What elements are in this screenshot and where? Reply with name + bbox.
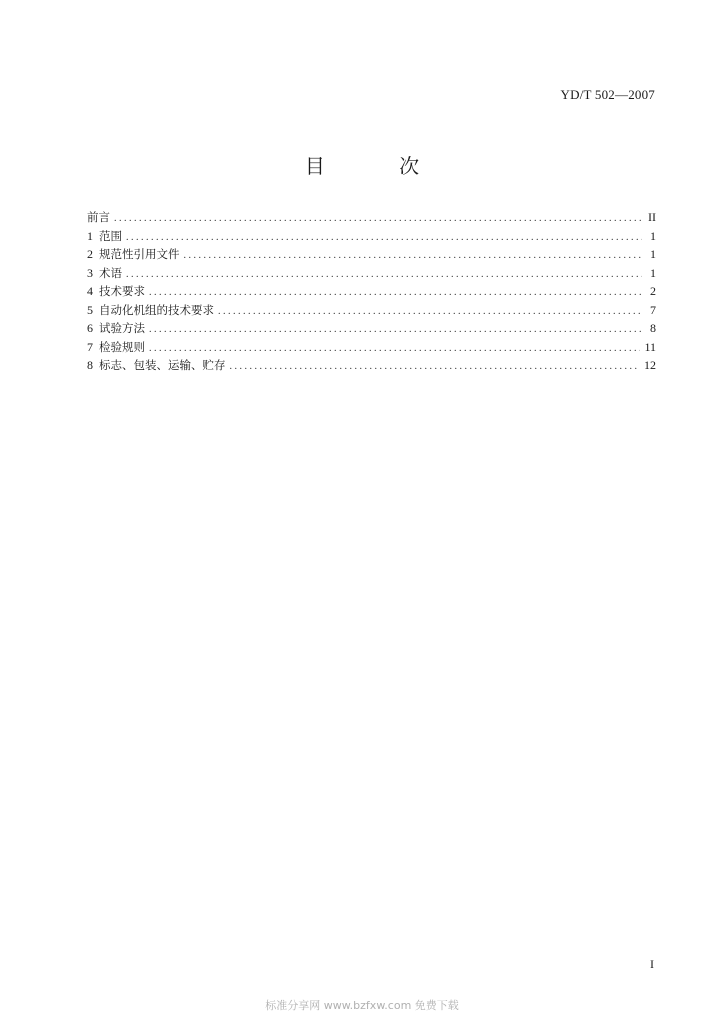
toc-entry-number: 8 xyxy=(87,358,93,372)
toc-entry-1[interactable] xyxy=(87,227,656,246)
watermark: 标准分享网 www.bzfxw.com 免费下载 xyxy=(265,999,459,1012)
toc-entry-label: 检验规则 xyxy=(99,339,145,354)
toc-entry-3[interactable] xyxy=(87,264,656,283)
toc-entry-page: 12 xyxy=(644,358,656,372)
toc-entry-page: 2 xyxy=(650,284,656,298)
toc-entry-7[interactable] xyxy=(87,338,656,357)
toc-entry-number: 4 xyxy=(87,284,93,298)
table-of-contents xyxy=(87,208,656,375)
toc-entry-foreword[interactable] xyxy=(87,208,656,227)
toc-entry-number: 1 xyxy=(87,228,93,243)
toc-leader-dots xyxy=(114,210,642,229)
page-title: 目 次 xyxy=(304,154,454,178)
toc-entry-page: II xyxy=(648,210,656,224)
toc-leader-dots xyxy=(149,321,642,340)
toc-entry-number: 7 xyxy=(87,339,93,354)
toc-entry-label: 自动化机组的技术要求 xyxy=(99,302,214,317)
toc-entry-6[interactable] xyxy=(87,319,656,338)
toc-entry-label: 试验方法 xyxy=(99,321,145,335)
toc-entry-label: 规范性引用文件 xyxy=(99,247,180,261)
toc-entry-4[interactable] xyxy=(87,282,656,301)
toc-entry-8[interactable] xyxy=(87,356,656,375)
page-number: I xyxy=(650,957,654,971)
toc-entry-page: 8 xyxy=(650,321,656,335)
toc-entry-label: 术语 xyxy=(99,265,122,280)
toc-entry-5[interactable] xyxy=(87,301,656,320)
toc-leader-dots xyxy=(218,303,642,322)
toc-leader-dots xyxy=(126,229,642,248)
toc-entry-2[interactable] xyxy=(87,245,656,264)
toc-entry-page: 1 xyxy=(650,247,656,261)
toc-entry-page: 7 xyxy=(650,302,656,317)
toc-entry-number: 2 xyxy=(87,247,93,261)
toc-entry-page: 11 xyxy=(644,339,656,354)
toc-entry-number: 6 xyxy=(87,321,93,335)
toc-entry-page: 1 xyxy=(650,265,656,280)
toc-leader-dots xyxy=(230,358,641,377)
toc-entry-number: 5 xyxy=(87,302,93,317)
toc-entry-label: 技术要求 xyxy=(99,284,145,298)
toc-leader-dots xyxy=(184,247,643,266)
toc-entry-label: 前言 xyxy=(87,210,110,224)
toc-entry-number: 3 xyxy=(87,265,93,280)
toc-leader-dots xyxy=(126,266,642,285)
toc-leader-dots xyxy=(149,284,642,303)
toc-entry-label: 范围 xyxy=(99,228,122,243)
toc-entry-page: 1 xyxy=(650,228,656,243)
standard-code: YD/T 502—2007 xyxy=(560,87,655,102)
toc-entry-label: 标志、包装、运输、贮存 xyxy=(99,358,226,372)
